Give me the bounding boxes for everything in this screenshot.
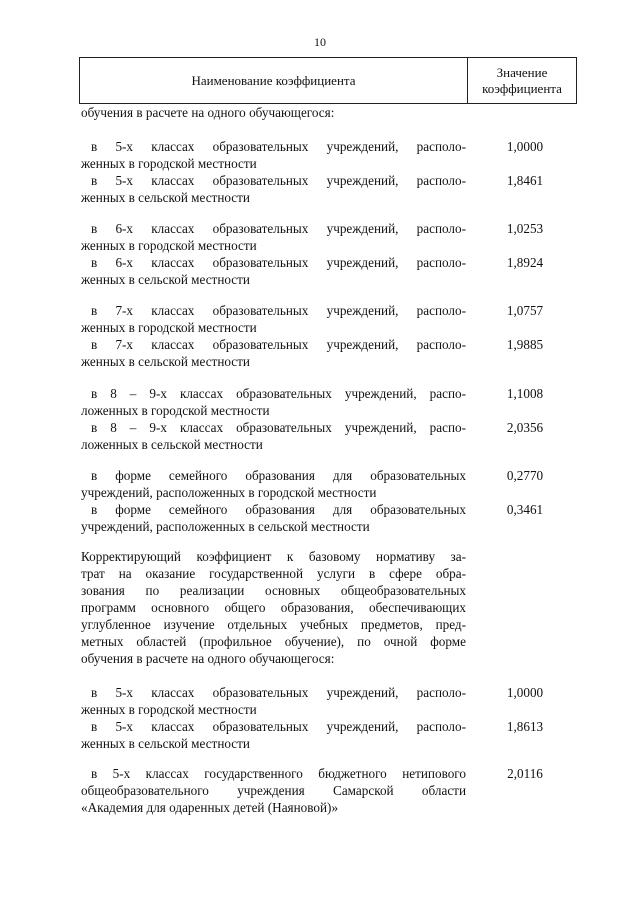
coefficient-value: 1,8924 bbox=[506, 255, 544, 270]
coefficient-row bbox=[81, 718, 466, 752]
corrective-coefficient-paragraph bbox=[81, 548, 466, 667]
row-text-line: женных в городской местности bbox=[81, 702, 257, 717]
coefficient-row bbox=[81, 501, 466, 535]
coefficient-value: 1,9885 bbox=[506, 337, 544, 352]
row-text-line: в 5-х классах образовательных учреждений, располо- bbox=[91, 685, 466, 700]
row-text-line: учреждений, расположенных в городской местности bbox=[81, 485, 377, 500]
table-header bbox=[79, 57, 577, 104]
row-text-line: в 6-х классах образовательных учреждений, располо- bbox=[91, 221, 466, 236]
row-text-line: женных в сельской местности bbox=[81, 190, 250, 205]
coefficient-value: 1,8461 bbox=[506, 173, 544, 188]
row-text-line: в 5-х классах государственного бюджетного нетипового bbox=[91, 766, 466, 781]
coefficient-row bbox=[81, 336, 466, 370]
page-number: 10 bbox=[314, 35, 326, 49]
row-text-line: ложенных в сельской местности bbox=[81, 437, 263, 452]
coefficient-row bbox=[81, 172, 466, 206]
paragraph-line: трат на оказание государственной услуги в сфере обра- bbox=[81, 566, 466, 581]
row-text-line: общеобразовательного учреждения Самарской области bbox=[81, 783, 466, 798]
coefficient-value: 1,0253 bbox=[506, 221, 544, 236]
row-text-line: женных в сельской местности bbox=[81, 272, 250, 287]
row-text-line: женных в сельской местности bbox=[81, 354, 250, 369]
paragraph-line: программ основного общего образования, обеспечивающих bbox=[81, 600, 466, 615]
row-text-line: ложенных в городской местности bbox=[81, 403, 270, 418]
coefficient-value: 1,1008 bbox=[506, 386, 544, 401]
column-header-name: Наименование коэффициента bbox=[80, 58, 468, 103]
column-header-value bbox=[468, 58, 576, 103]
coefficient-row bbox=[81, 254, 466, 288]
paragraph-line: углубленное изучение отдельных учебных предметов, пред- bbox=[81, 617, 466, 632]
row-text-line: женных в городской местности bbox=[81, 156, 257, 171]
column-header-value-line2: коэффициента bbox=[482, 80, 562, 96]
row-text-line: женных в городской местности bbox=[81, 320, 257, 335]
paragraph-line: зования по реализации основных общеобразовательных bbox=[81, 583, 466, 598]
row-text-line: в 8 – 9-х классах образовательных учреждений, распо- bbox=[91, 420, 466, 435]
coefficient-value: 0,2770 bbox=[506, 468, 544, 483]
coefficient-value: 0,3461 bbox=[506, 502, 544, 517]
coefficient-row bbox=[81, 467, 466, 501]
row-text-line: в 5-х классах образовательных учреждений, располо- bbox=[91, 719, 466, 734]
intro-line bbox=[81, 104, 466, 121]
coefficient-value: 1,8613 bbox=[506, 719, 544, 734]
coefficient-row bbox=[81, 765, 466, 816]
coefficient-row bbox=[81, 138, 466, 172]
row-text-line: «Академия для одаренных детей (Наяновой)» bbox=[81, 800, 339, 815]
paragraph-line: обучения в расчете на одного обучающегося: bbox=[81, 651, 335, 666]
coefficient-value: 2,0356 bbox=[506, 420, 544, 435]
coefficient-row bbox=[81, 419, 466, 453]
coefficient-value: 1,0000 bbox=[506, 685, 544, 700]
coefficient-value: 1,0000 bbox=[506, 139, 544, 154]
row-text-line: в форме семейного образования для образовательных bbox=[91, 502, 466, 517]
column-header-value-line1: Значение bbox=[496, 64, 548, 80]
row-text-line: в 6-х классах образовательных учреждений, располо- bbox=[91, 255, 466, 270]
coefficient-row bbox=[81, 684, 466, 718]
intro-line-text: обучения в расчете на одного обучающегося: bbox=[81, 105, 335, 120]
row-text-line: в 7-х классах образовательных учреждений, располо- bbox=[91, 337, 466, 352]
coefficient-row bbox=[81, 302, 466, 336]
paragraph-line: метных областей (профильное обучение), по очной форме bbox=[81, 634, 466, 649]
paragraph-line: Корректирующий коэффициент к базовому нормативу за- bbox=[81, 549, 466, 564]
row-text-line: в 5-х классах образовательных учреждений, располо- bbox=[91, 139, 466, 154]
coefficient-row bbox=[81, 385, 466, 419]
row-text-line: в 5-х классах образовательных учреждений, располо- bbox=[91, 173, 466, 188]
row-text-line: женных в городской местности bbox=[81, 238, 257, 253]
coefficient-value: 2,0116 bbox=[507, 766, 543, 781]
row-text-line: в форме семейного образования для образовательных bbox=[91, 468, 466, 483]
coefficient-row bbox=[81, 220, 466, 254]
coefficient-value: 1,0757 bbox=[506, 303, 544, 318]
row-text-line: в 8 – 9-х классах образовательных учреждений, распо- bbox=[91, 386, 466, 401]
row-text-line: в 7-х классах образовательных учреждений, располо- bbox=[91, 303, 466, 318]
row-text-line: учреждений, расположенных в сельской местности bbox=[81, 519, 370, 534]
row-text-line: женных в сельской местности bbox=[81, 736, 250, 751]
